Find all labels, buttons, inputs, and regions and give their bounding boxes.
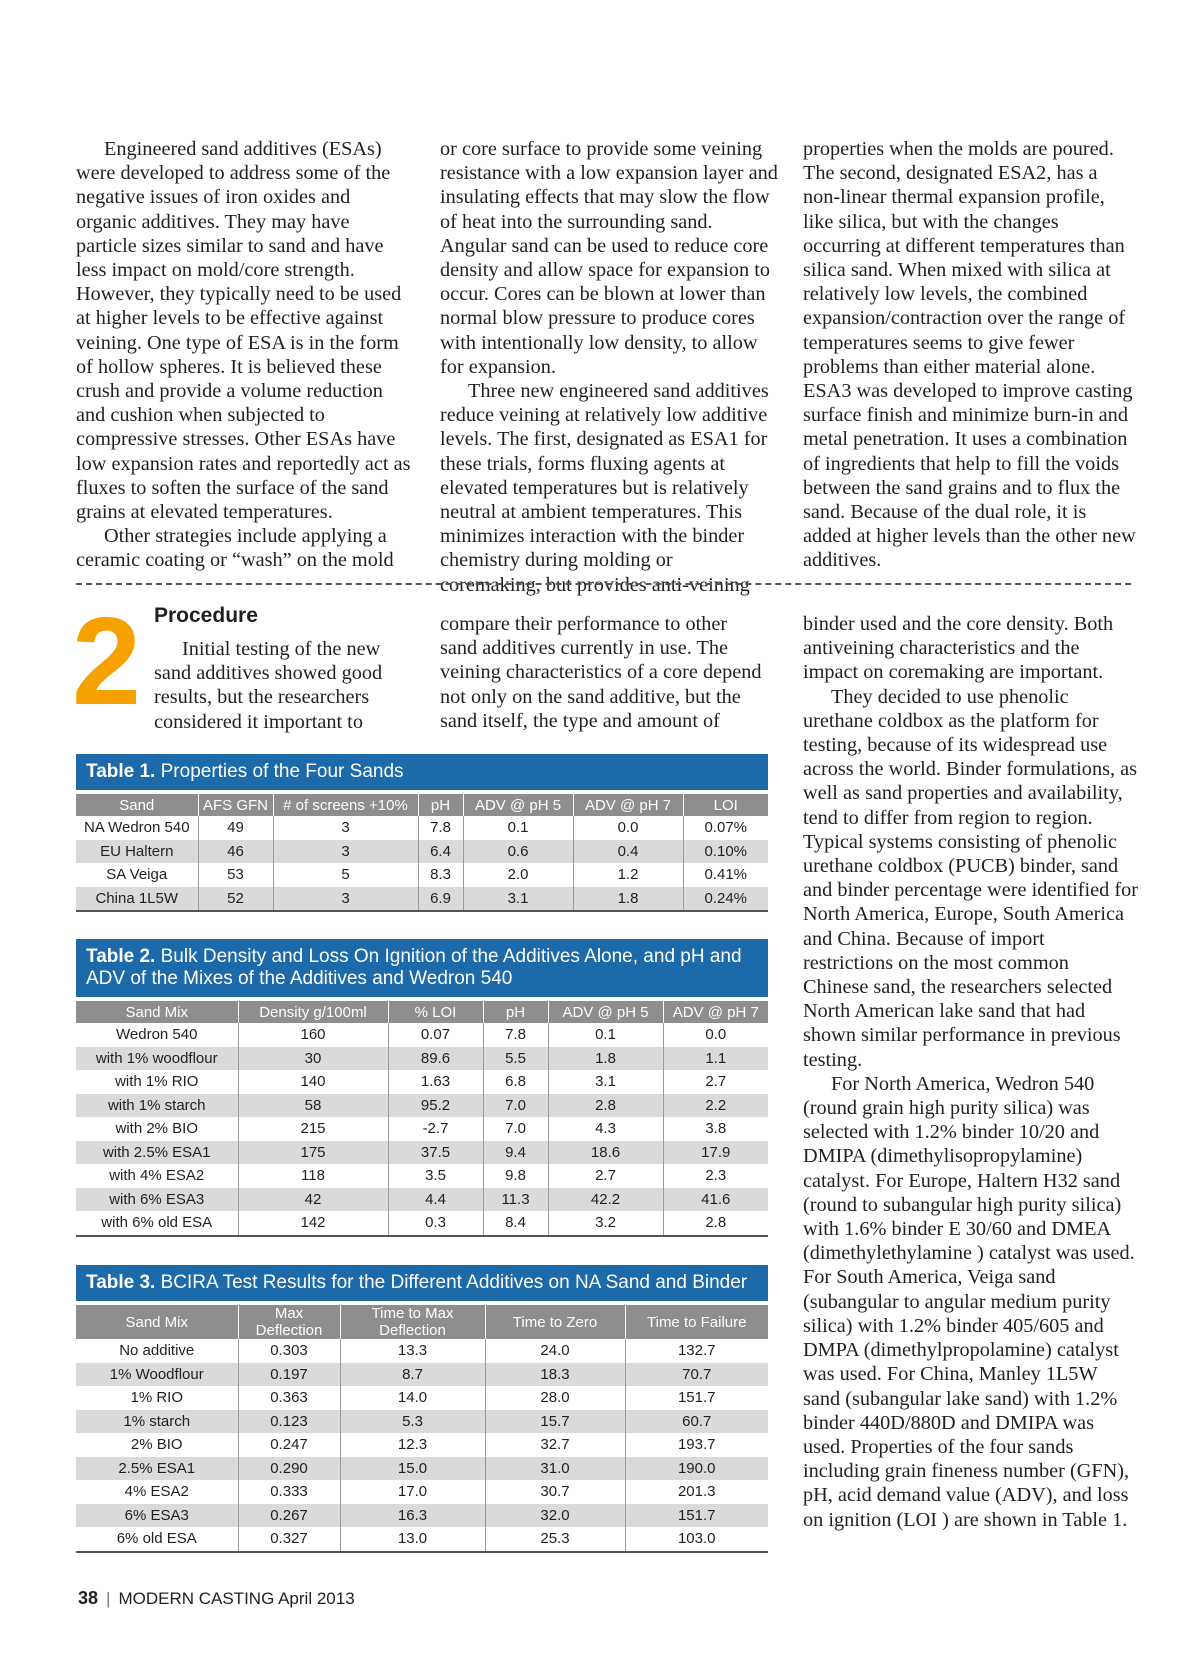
- table-cell: 49: [198, 816, 273, 840]
- body-paragraph: or core surface to provide some veining resistance with a low expansion layer and insulating effects that may slow the flow of heat into the surrounding sand. Angular sand can be used to reduce core density and allow space for expansion to occur. Cores can be blown at lower than normal blow pressure to produce cores with intentionally low density, to allow for expansion.: [440, 138, 778, 378]
- column-header: Time to Failure: [625, 1305, 768, 1339]
- table-cell: 53: [198, 863, 273, 887]
- column-header: AFS GFN: [198, 794, 273, 816]
- table-row: [76, 1047, 768, 1071]
- table-cell: 1.1: [663, 1047, 768, 1071]
- table-2-grid: [76, 1001, 768, 1237]
- table-cell: 6.9: [418, 887, 463, 912]
- section-column-3: [803, 612, 1139, 1532]
- table-cell: 2.8: [548, 1094, 663, 1118]
- table-cell: 28.0: [485, 1386, 625, 1410]
- table-cell: 7.0: [483, 1117, 548, 1141]
- table-cell: 30: [238, 1047, 388, 1071]
- page-footer: [78, 1588, 355, 1609]
- footer-separator: |: [106, 1589, 111, 1608]
- table-3: [76, 1265, 768, 1553]
- table-cell: 118: [238, 1164, 388, 1188]
- table-2-title: [76, 939, 768, 997]
- table-row: [76, 1023, 768, 1047]
- table-row: [76, 887, 768, 912]
- table-cell: 7.8: [483, 1023, 548, 1047]
- table-cell: 9.8: [483, 1164, 548, 1188]
- table-row: [76, 816, 768, 840]
- table-cell: 0.123: [238, 1410, 340, 1434]
- table-cell: China 1L5W: [76, 887, 198, 912]
- column-header: ADV @ pH 7: [663, 1001, 768, 1023]
- table-cell: 5.3: [340, 1410, 485, 1434]
- table-cell: 16.3: [340, 1504, 485, 1528]
- table-row: [76, 1339, 768, 1363]
- table-cell: 1% RIO: [76, 1386, 238, 1410]
- table-2-caption: Bulk Density and Loss On Ignition of the Additives Alone, and pH and ADV of the Mixes of the Additives and Wedron 540: [86, 946, 742, 989]
- table-cell: 1.63: [388, 1070, 483, 1094]
- table-cell: 0.303: [238, 1339, 340, 1363]
- table-cell: 0.07%: [704, 819, 748, 837]
- table-cell: 89.6: [388, 1047, 483, 1071]
- column-header: ADV @ pH 7: [573, 794, 683, 816]
- table-cell: 30.7: [485, 1480, 625, 1504]
- body-paragraph: Other strategies include applying a ceramic coating or “wash” on the mold: [76, 525, 394, 572]
- publication-name: MODERN CASTING: [118, 1589, 275, 1608]
- table-cell: 201.3: [677, 1483, 716, 1501]
- table-cell: 17.0: [340, 1480, 485, 1504]
- table-cell: 142: [238, 1211, 388, 1236]
- table-cell: 2.7: [705, 1073, 727, 1091]
- table-cell: with 2.5% ESA1: [76, 1141, 238, 1165]
- table-cell: 2.7: [548, 1164, 663, 1188]
- table-cell: 42: [238, 1188, 388, 1212]
- body-paragraph: Engineered sand additives (ESAs) were developed to address some of the negative issues of iron oxides and organic additives. They may have particle sizes similar to sand and have less impact on mold/core strength. However, they typically need to be used at higher levels to be effective against veining. One type of ESA is in the form of hollow spheres. It is believed these crush and provide a volume reduction and cushion when subjected to compressive stresses. Other ESAs have low expansion rates and reportedly act as fluxes to soften the surface of the sand grains at elevated temperatures.: [76, 138, 411, 524]
- table-cell: 0.1: [548, 1023, 663, 1047]
- table-cell: 37.5: [388, 1141, 483, 1165]
- table-cell: 7.8: [418, 816, 463, 840]
- table-cell: 95.2: [388, 1094, 483, 1118]
- body-paragraph: Three new engineered sand additives reduce veining at relatively low additive levels. The first, designated as ESA1 for these trials, forms fluxing agents at elevated temperatures but is relatively neutral at ambient temperatures. This minimizes interaction with the binder chemistry during molding or coremaking, but provides anti-veining: [440, 380, 769, 596]
- table-row: [76, 1211, 768, 1236]
- table-cell: 3: [273, 840, 418, 864]
- table-cell: 0.0: [573, 816, 683, 840]
- body-paragraph: properties when the molds are poured. The second, designated ESA2, has a non-linear thermal expansion profile, like silica, but with the changes occurring at different temperatures than silica sand. When mixed with silica at relatively low levels, the combined expansion/contraction over the range of temperatures seems to give fewer problems than either material alone. ESA3 was developed to improve casting surface finish and minimize burn-in and metal penetration. It uses a combination of ingredients that help to fill the voids between the sand grains and to flux the sand. Because of the dual role, it is added at higher levels than the other new additives.: [803, 138, 1136, 572]
- table-cell: 0.6: [463, 840, 573, 864]
- column-header: Time to Max Deflection: [340, 1305, 485, 1339]
- column-header: # of screens +10%: [273, 794, 418, 816]
- table-cell: 0.07: [388, 1023, 483, 1047]
- table-cell: 8.7: [340, 1363, 485, 1387]
- section-column-1: [154, 637, 392, 734]
- body-paragraph: Initial testing of the new sand additives showed good results, but the researchers considered it important to: [154, 638, 383, 733]
- table-cell: 17.9: [663, 1141, 768, 1165]
- table-cell: 0.41%: [704, 866, 748, 884]
- table-cell: SA Veiga: [76, 863, 198, 887]
- table-cell: 0.0: [705, 1026, 727, 1044]
- table-2-label: Table 2.: [86, 946, 156, 967]
- table-cell: 46: [198, 840, 273, 864]
- table-cell: with 1% starch: [76, 1094, 238, 1118]
- table-cell: with 4% ESA2: [76, 1164, 238, 1188]
- table-row: [76, 1117, 768, 1141]
- top-column-3: [803, 137, 1139, 573]
- table-3-caption: BCIRA Test Results for the Different Additives on NA Sand and Binder: [155, 1272, 748, 1293]
- table-cell: No additive: [76, 1339, 238, 1363]
- table-row: [76, 1141, 768, 1165]
- table-cell: 24.0: [485, 1339, 625, 1363]
- table-row: [76, 1410, 768, 1434]
- table-row: [76, 1386, 768, 1410]
- table-cell: 2.3: [705, 1167, 727, 1185]
- table-cell: 190.0: [625, 1457, 768, 1481]
- table-row: [76, 1094, 768, 1118]
- table-cell: 8.4: [483, 1211, 548, 1236]
- table-cell: 1% starch: [76, 1410, 238, 1434]
- table-cell: 2.5% ESA1: [76, 1457, 238, 1481]
- table-cell: 60.7: [625, 1410, 768, 1434]
- column-header: Sand: [76, 794, 198, 816]
- table-row: [76, 1433, 768, 1457]
- table-cell: -2.7: [388, 1117, 483, 1141]
- table-cell: 3: [273, 887, 418, 912]
- section-heading: Procedure: [154, 604, 258, 627]
- table-row: [76, 1480, 768, 1504]
- body-paragraph: They decided to use phenolic urethane coldbox as the platform for testing, because of its widespread use across the world. Binder formulations, as well as sand properties and availability, tend to differ from region to region. Typical systems consisting of phenolic urethane coldbox (PUCB) binder, sand and binder percentage were identified for North America, Europe, South America and China. Because of import restrictions on the most common Chinese sand, the researchers selected North American lake sand that had shown similar performance in previous testing.: [803, 685, 1139, 1071]
- table-cell: 41.6: [663, 1188, 768, 1212]
- column-header: ADV @ pH 5: [548, 1001, 663, 1023]
- column-header: pH: [418, 794, 463, 816]
- table-cell: 1.8: [573, 887, 683, 912]
- table-cell: 0.363: [238, 1386, 340, 1410]
- table-cell: 3.5: [388, 1164, 483, 1188]
- top-column-2: [440, 137, 778, 597]
- table-cell: 0.1: [463, 816, 573, 840]
- table-cell: NA Wedron 540: [76, 816, 198, 840]
- table-cell: 5.5: [483, 1047, 548, 1071]
- table-3-title: [76, 1265, 768, 1301]
- table-cell: 140: [238, 1070, 388, 1094]
- table-cell: 193.7: [677, 1436, 716, 1454]
- body-paragraph: compare their performance to other sand additives currently in use. The veining characteristics of a core depend not only on the sand additive, but the sand itself, the type and amount of: [440, 613, 762, 732]
- body-paragraph: For North America, Wedron 540 (round grain high purity silica) was selected with 1.2% binder 10/20 and DMIPA (dimethylisopropylamine) catalyst. For Europe, Haltern H32 sand (round to subangular high purity silica) with 1.6% binder E 30/60 and DMEA (dimethylethylamine ) catalyst was used. For South America, Veiga sand (subangular to angular medium purity silica) with 1.2% binder 405/605 and DMPA (dimethylpropolamine) catalyst was used. For China, Manley 1L5W sand (subangular lake sand) with 1.2% binder 440D/880D and DMIPA was used. Properties of the four sands including grain fineness number (GFN), pH, acid demand value (ADV), and loss on ignition (LOI ) are shown in Table 1.: [803, 1072, 1135, 1531]
- table-cell: 42.2: [548, 1188, 663, 1212]
- table-cell: 15.0: [340, 1457, 485, 1481]
- table-cell: 31.0: [485, 1457, 625, 1481]
- table-cell: 0.24%: [683, 887, 768, 912]
- publication-date: April 2013: [278, 1589, 355, 1608]
- column-header: Sand Mix: [76, 1001, 238, 1023]
- table-cell: 12.3: [340, 1433, 485, 1457]
- section-divider: [76, 583, 1131, 585]
- table-cell: 52: [198, 887, 273, 912]
- table-1-title: [76, 754, 768, 790]
- section-number: 2: [72, 593, 137, 731]
- table-cell: 103.0: [625, 1527, 768, 1552]
- table-cell: 4% ESA2: [76, 1480, 238, 1504]
- table-3-label: Table 3.: [86, 1272, 156, 1293]
- table-cell: 0.4: [573, 840, 683, 864]
- table-row: [76, 1363, 768, 1387]
- table-row: [76, 863, 768, 887]
- table-cell: 175: [238, 1141, 388, 1165]
- table-cell: 6% ESA3: [76, 1504, 238, 1528]
- table-cell: 132.7: [677, 1342, 716, 1360]
- body-paragraph: binder used and the core density. Both antiveining characteristics and the impact on coremaking are important.: [803, 613, 1114, 684]
- table-cell: 13.0: [340, 1527, 485, 1552]
- table-cell: 0.197: [238, 1363, 340, 1387]
- table-cell: 0.333: [238, 1480, 340, 1504]
- table-row: [76, 840, 768, 864]
- table-cell: 1% Woodflour: [76, 1363, 238, 1387]
- table-cell: 11.3: [483, 1188, 548, 1212]
- column-header: % LOI: [388, 1001, 483, 1023]
- table-cell: 0.10%: [683, 840, 768, 864]
- table-cell: 2.8: [663, 1211, 768, 1236]
- column-header: Sand Mix: [76, 1305, 238, 1339]
- table-row: [76, 1527, 768, 1552]
- table-cell: 3.2: [548, 1211, 663, 1236]
- table-cell: 6.4: [418, 840, 463, 864]
- table-cell: 25.3: [485, 1527, 625, 1552]
- column-header: pH: [483, 1001, 548, 1023]
- table-cell: with 1% RIO: [76, 1070, 238, 1094]
- table-cell: 6.8: [483, 1070, 548, 1094]
- table-cell: 1.8: [548, 1047, 663, 1071]
- table-cell: EU Haltern: [76, 840, 198, 864]
- table-cell: 9.4: [483, 1141, 548, 1165]
- table-cell: 4.3: [548, 1117, 663, 1141]
- table-cell: with 6% old ESA: [76, 1211, 238, 1236]
- table-1: [76, 754, 768, 912]
- table-cell: 70.7: [625, 1363, 768, 1387]
- table-cell: 3: [273, 816, 418, 840]
- table-1-caption: Properties of the Four Sands: [155, 761, 404, 782]
- table-1-grid: [76, 794, 768, 912]
- table-cell: with 6% ESA3: [76, 1188, 238, 1212]
- table-cell: 32.0: [485, 1504, 625, 1528]
- table-cell: 1.2: [573, 863, 683, 887]
- page-number: 38: [78, 1588, 99, 1608]
- table-cell: 0.247: [238, 1433, 340, 1457]
- table-row: [76, 1504, 768, 1528]
- table-cell: 13.3: [340, 1339, 485, 1363]
- table-cell: 151.7: [677, 1389, 716, 1407]
- column-header: Max Deflection: [238, 1305, 340, 1339]
- table-cell: 7.0: [483, 1094, 548, 1118]
- table-3-grid: [76, 1305, 768, 1553]
- table-cell: 14.0: [340, 1386, 485, 1410]
- table-cell: 6% old ESA: [76, 1527, 238, 1552]
- table-cell: 3.8: [705, 1120, 727, 1138]
- table-cell: 0.290: [238, 1457, 340, 1481]
- table-cell: 0.3: [388, 1211, 483, 1236]
- table-cell: 215: [238, 1117, 388, 1141]
- table-cell: 2% BIO: [76, 1433, 238, 1457]
- section-column-2: [440, 612, 765, 733]
- table-1-label: Table 1.: [86, 761, 156, 782]
- table-cell: 15.7: [485, 1410, 625, 1434]
- table-cell: 58: [238, 1094, 388, 1118]
- table-row: [76, 1457, 768, 1481]
- column-header: LOI: [683, 794, 768, 816]
- table-cell: 0.327: [238, 1527, 340, 1552]
- table-cell: 3.1: [463, 887, 573, 912]
- column-header: Density g/100ml: [238, 1001, 388, 1023]
- table-cell: 2.0: [463, 863, 573, 887]
- table-row: [76, 1164, 768, 1188]
- table-cell: 18.3: [485, 1363, 625, 1387]
- table-cell: 2.2: [663, 1094, 768, 1118]
- table-cell: 8.3: [418, 863, 463, 887]
- table-row: [76, 1188, 768, 1212]
- table-cell: 18.6: [548, 1141, 663, 1165]
- table-row: [76, 1070, 768, 1094]
- table-2: [76, 939, 768, 1237]
- table-cell: Wedron 540: [76, 1023, 238, 1047]
- column-header: Time to Zero: [485, 1305, 625, 1339]
- table-cell: with 2% BIO: [76, 1117, 238, 1141]
- table-cell: 32.7: [485, 1433, 625, 1457]
- table-cell: 160: [238, 1023, 388, 1047]
- table-cell: 151.7: [625, 1504, 768, 1528]
- column-header: ADV @ pH 5: [463, 794, 573, 816]
- table-cell: 5: [273, 863, 418, 887]
- table-cell: 4.4: [388, 1188, 483, 1212]
- top-column-1: [76, 137, 411, 573]
- table-cell: 3.1: [548, 1070, 663, 1094]
- table-cell: 0.267: [238, 1504, 340, 1528]
- table-cell: with 1% woodflour: [76, 1047, 238, 1071]
